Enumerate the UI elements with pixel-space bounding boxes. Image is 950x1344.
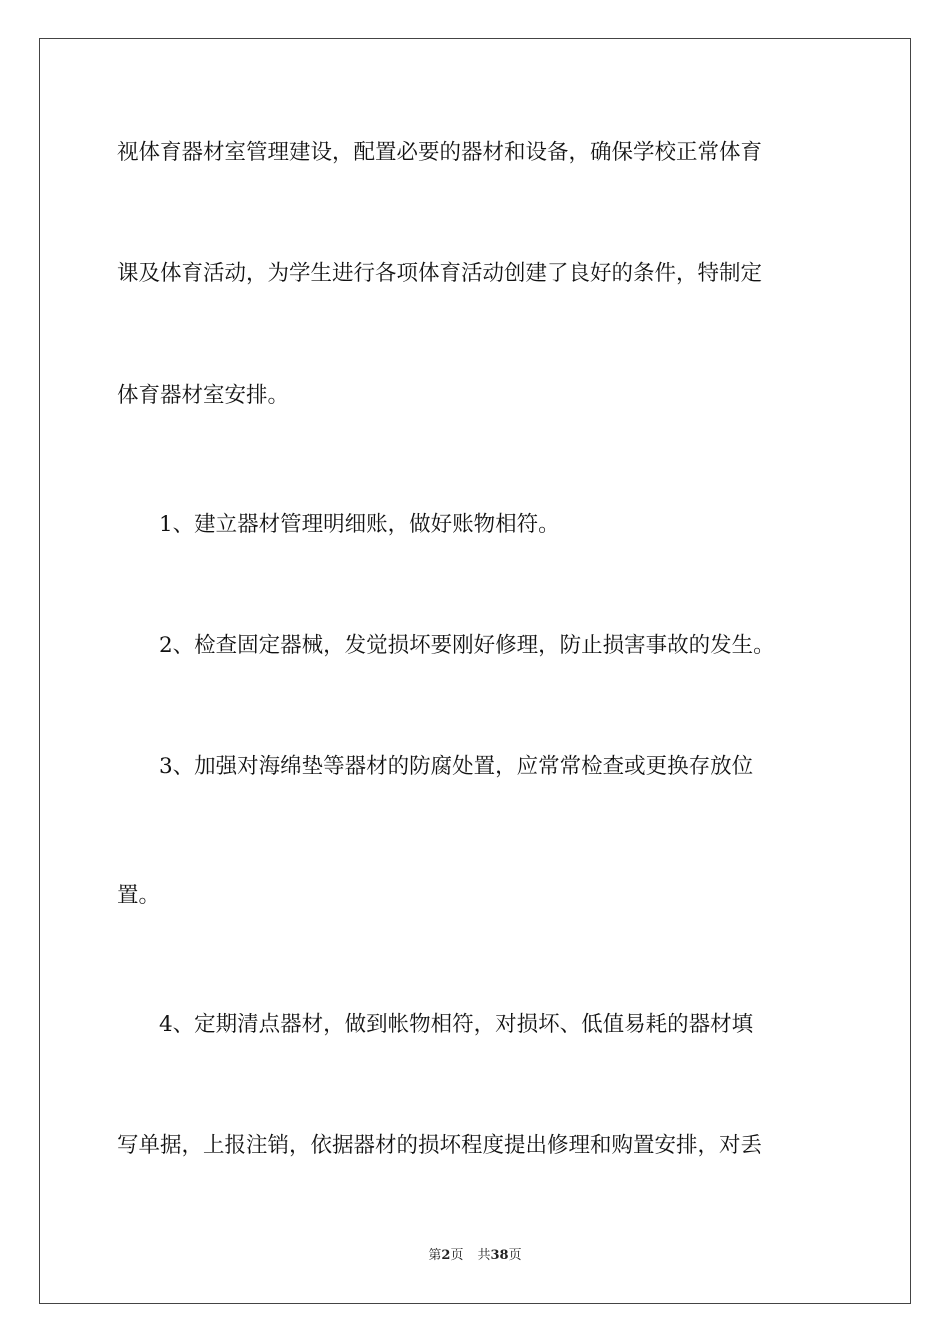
list-item-3: 3、加强对海绵垫等器材的防腐处置，应常常检查或更换存放位 xyxy=(159,754,754,779)
body-line-3: 体育器材室安排。 xyxy=(117,383,290,408)
page-suffix: 页 xyxy=(450,1248,464,1263)
body-line-1: 视体育器材室管理建设，配置必要的器材和设备，确保学校正常体育 xyxy=(117,140,763,165)
list-item-3-continuation: 置。 xyxy=(117,883,161,908)
total-pages: 38 xyxy=(490,1248,509,1263)
page-footer xyxy=(0,1247,950,1265)
list-item-4-continuation: 写单据，上报注销，依据器材的损坏程度提出修理和购置安排，对丢 xyxy=(117,1133,763,1158)
total-suffix: 页 xyxy=(508,1248,522,1263)
body-line-2: 课及体育活动，为学生进行各项体育活动创建了良好的条件，特制定 xyxy=(117,261,763,286)
page-prefix: 第 xyxy=(428,1248,442,1263)
list-item-1: 1、建立器材管理明细账，做好账物相符。 xyxy=(159,512,560,537)
page-border xyxy=(39,38,911,1304)
list-item-2: 2、检查固定器械，发觉损坏要刚好修理，防止损害事故的发生。 xyxy=(159,633,775,658)
total-prefix: 共 xyxy=(477,1248,491,1263)
list-item-4: 4、定期清点器材，做到帐物相符，对损坏、低值易耗的器材填 xyxy=(159,1012,754,1037)
page-number: 2 xyxy=(441,1248,451,1263)
